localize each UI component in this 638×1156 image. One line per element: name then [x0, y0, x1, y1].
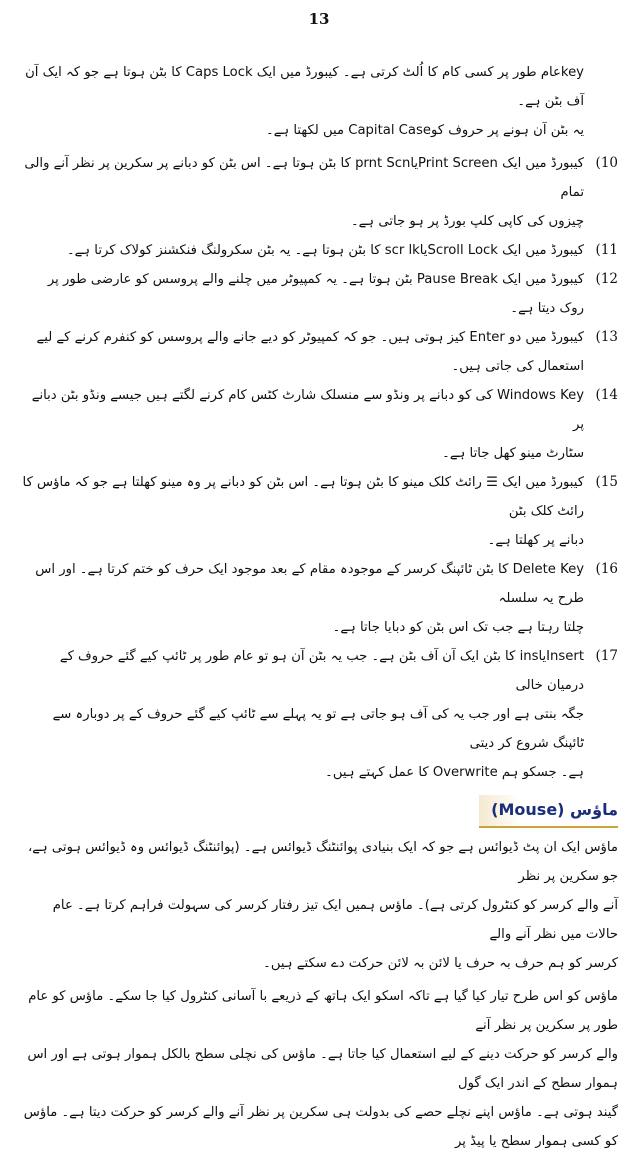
paragraph-line: ماؤس ایک ان پٹ ڈیوائس ہے جو کہ ایک بنیادی پوائنٹنگ ڈیوائس ہے۔ (پوائنٹنگ ڈیوائس وہ ڈیوائس ہوتی ہے، جو سکرین پر نظر — [28, 840, 618, 884]
item-number: (16 — [595, 561, 618, 577]
list-item-11 — [20, 236, 618, 265]
item-text — [20, 381, 584, 468]
item-text — [20, 149, 584, 236]
intro-block — [20, 58, 618, 145]
item-text — [20, 265, 584, 323]
list-item-10 — [20, 149, 618, 236]
intro-line: یہ بٹن آن ہونے پر حروف کوCapital Case میں لکھتا ہے۔ — [266, 123, 584, 138]
item-number: (15 — [595, 474, 618, 490]
item-line: کیبورڈ میں دو Enter کیز ہوتی ہیں۔ جو کہ کمپیوٹر کو دیے جانے والے پروسس کو کنفرم کرنے کے لیے استعمال کی جاتی ہیں۔ — [36, 330, 584, 374]
item-line: چیزوں کی کاپی کلپ بورڈ پر ہو جاتی ہے۔ — [350, 214, 584, 229]
item-number: (13 — [595, 329, 618, 345]
paragraph-line: گیند ہوتی ہے۔ ماؤس اپنے نچلے حصے کی بدولت ہی سکرین پر نظر آنے والے کرسر کو حرکت دیتا ہے۔ ماؤس کو کسی ہموار سطح یا پیڈ پر — [23, 1105, 618, 1149]
item-line: کیبورڈ میں ایک Scroll Lockیاscr lk کا بٹن ہوتا ہے۔ یہ بٹن سکرولنگ فنکشنز کولاک کرتا ہے۔ — [66, 243, 584, 258]
list-item-17 — [20, 642, 618, 787]
paragraph-line: والے کرسر کو حرکت دینے کے لیے استعمال کیا جاتا ہے۔ ماؤس کی نچلی سطح بالکل ہموار ہوتی ہے اور اس ہموار سطح کے اندر ایک گول — [27, 1047, 618, 1091]
paragraph-line: ماؤس کو اس طرح تیار کیا گیا ہے تاکہ اسکو ایک ہاتھ کے ذریعے با آسانی کنٹرول کیا جا سکے۔ ماؤس کو عام طور پر سکرین پر نظر آنے — [28, 989, 618, 1033]
paragraph-line: کرسر کو ہم حرف بہ حرف یا لائن بہ لائن حرکت دے سکتے ہیں۔ — [263, 956, 618, 971]
item-line: چلتا رہتا ہے جب تک اس بٹن کو دبایا جاتا ہے۔ — [332, 620, 584, 635]
section-heading-row — [20, 795, 618, 825]
list-item-16 — [20, 555, 618, 642]
item-number: (11 — [595, 242, 618, 258]
item-number: (10 — [595, 155, 618, 171]
item-line: Windows Key کی کو دبانے پر ونڈو سے منسلک شارٹ کٹس کام کرنے لگتے ہیں جیسے ونڈو بٹن دبانے پر — [31, 388, 584, 432]
item-line: Delete Key کا بٹن ٹائپنگ کرسر کے موجودہ مقام کے بعد موجود ایک حرف کو ختم کرتا ہے۔ اور اس طرح یہ سلسلہ — [35, 562, 584, 606]
item-line: کیبورڈ میں ایک Pause Break بٹن ہوتا ہے۔ یہ کمپیوٹر میں چلنے والے پروسس کو عارضی طور پر روک دیتا ہے۔ — [47, 272, 584, 316]
item-text — [20, 323, 584, 381]
list-item-12 — [20, 265, 618, 323]
item-line: سٹارٹ مینو کھل جاتا ہے۔ — [442, 446, 584, 461]
item-number: (14 — [595, 387, 618, 403]
list-item-13 — [20, 323, 618, 381]
item-line: کیبورڈ میں ایک ☰ رائٹ کلک مینو کا بٹن ہوتا ہے۔ اس بٹن کو دبانے پر وہ مینو کھلتا ہے جو کہ ماؤس کا رائٹ کلک بٹن — [22, 475, 584, 519]
section-paragraph-2 — [20, 982, 618, 1156]
item-number: (12 — [595, 271, 618, 287]
page-content — [20, 58, 618, 1156]
list-item-14 — [20, 381, 618, 468]
item-line: ہے۔ جسکو ہم Overwrite کا عمل کہتے ہیں۔ — [325, 765, 584, 780]
paragraph-line: آنے والے کرسر کو کنٹرول کرتی ہے)۔ ماؤس ہمیں ایک تیز رفتار کرسر کی سہولت فراہم کرتا ہے۔ عام حالات میں نظر آنے والے — [52, 898, 618, 942]
intro-line: keyعام طور پر کسی کام کا اُلٹ کرتی ہے۔ کیبورڈ میں ایک Caps Lock کا بٹن ہوتا ہے جو کہ ایک آن آف بٹن ہے۔ — [25, 65, 584, 109]
page-number: 13 — [308, 10, 330, 28]
list-item-15 — [20, 468, 618, 555]
item-line: دبانے پر کھلتا ہے۔ — [487, 533, 584, 548]
item-line: جگہ بنتی ہے اور جب یہ کی آف ہو جاتی ہے تو یہ پہلے سے ٹائپ کیے گئے حروف کے پر دوبارہ سے ٹائپنگ شروع کر دیتی — [52, 707, 584, 751]
item-number: (17 — [595, 648, 618, 664]
item-text — [20, 236, 584, 265]
item-text — [20, 555, 584, 642]
item-line: Insertیاins کا بٹن ایک آن آف بٹن ہے۔ جب یہ بٹن آن ہو تو عام طور پر ٹائپ کیے گئے حروف کے درمیان خالی — [59, 649, 584, 693]
section-heading: ماؤس (Mouse) — [479, 795, 618, 828]
item-text — [20, 642, 584, 787]
item-line: کیبورڈ میں ایک Print Screenیاprnt Scn کا بٹن ہوتا ہے۔ اس بٹن کو دبانے پر سکرین پر نظر آنے والی تمام — [24, 156, 584, 200]
item-text — [20, 468, 584, 555]
section-paragraph-1 — [20, 833, 618, 978]
